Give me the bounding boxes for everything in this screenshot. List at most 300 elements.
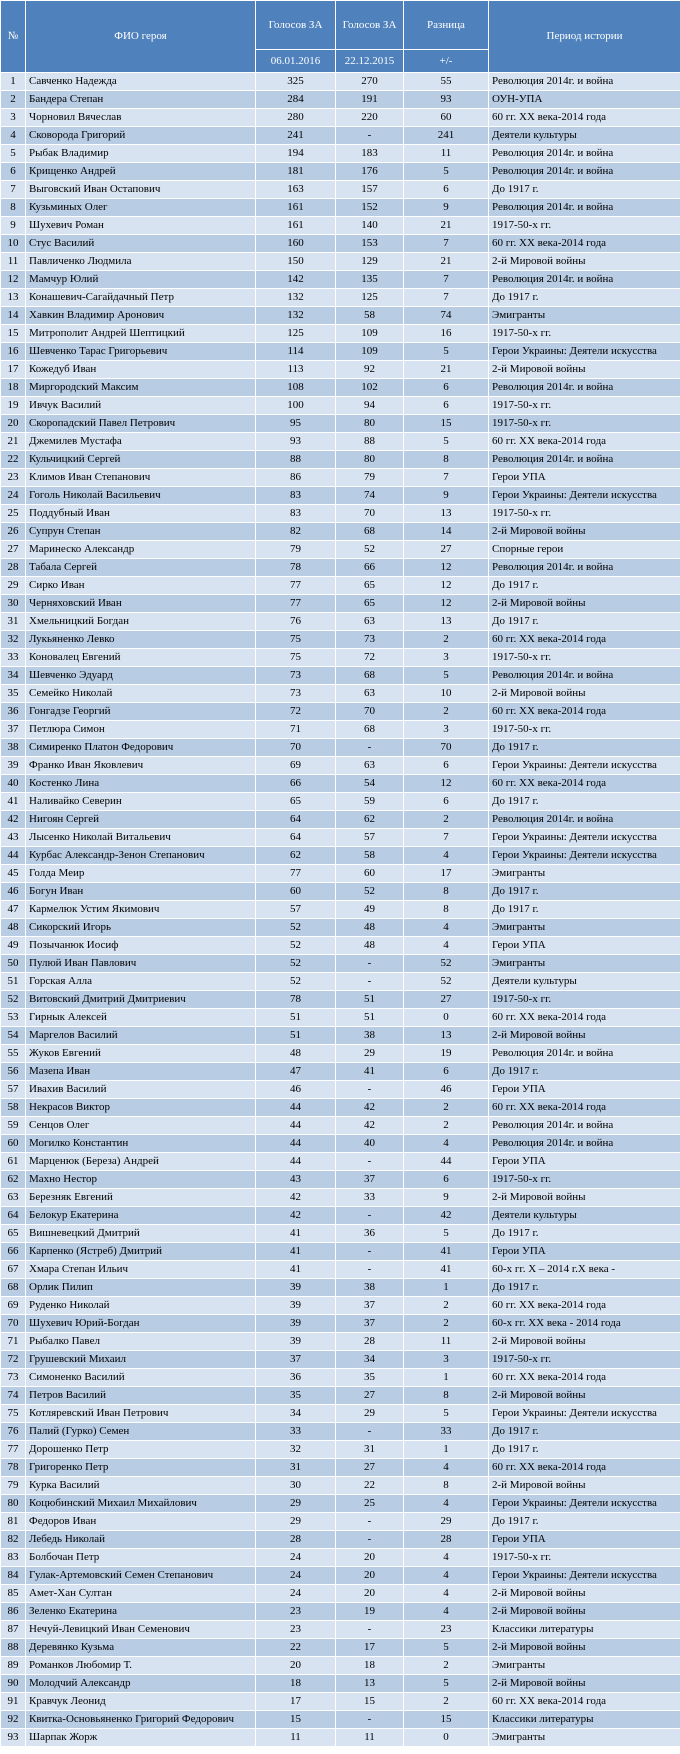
history-period: До 1917 г. [489, 613, 680, 631]
hero-name: Махно Нестор [26, 1171, 256, 1189]
row-number: 16 [1, 343, 26, 361]
table-row [1, 1351, 680, 1369]
votes-current: 113 [256, 361, 336, 379]
table-row [1, 1531, 680, 1549]
votes-difference: 11 [404, 1333, 489, 1351]
row-number: 33 [1, 649, 26, 667]
votes-difference: 42 [404, 1207, 489, 1225]
votes-difference: 2 [404, 1297, 489, 1315]
votes-difference: 5 [404, 1405, 489, 1423]
votes-difference: 5 [404, 1675, 489, 1693]
history-period: Герои УПА [489, 937, 680, 955]
hero-name: Могилко Константин [26, 1135, 256, 1153]
votes-previous: - [336, 1153, 404, 1171]
hero-name: Шухевич Юрий-Богдан [26, 1315, 256, 1333]
row-number: 74 [1, 1387, 26, 1405]
votes-current: 20 [256, 1657, 336, 1675]
votes-previous: 129 [336, 253, 404, 271]
votes-difference: 6 [404, 1171, 489, 1189]
row-number: 75 [1, 1405, 26, 1423]
votes-previous: - [336, 973, 404, 991]
votes-difference: 2 [404, 1099, 489, 1117]
votes-current: 86 [256, 469, 336, 487]
votes-current: 71 [256, 721, 336, 739]
votes-current: 41 [256, 1261, 336, 1279]
row-number: 32 [1, 631, 26, 649]
votes-current: 44 [256, 1153, 336, 1171]
table-row [1, 1441, 680, 1459]
hero-name: Квитка-Основьяненко Григорий Федорович [26, 1711, 256, 1729]
history-period: 2-й Мировой войны [489, 685, 680, 703]
votes-current: 41 [256, 1225, 336, 1243]
history-period: 2-й Мировой войны [489, 1333, 680, 1351]
row-number: 6 [1, 163, 26, 181]
table-row [1, 199, 680, 217]
history-period: Герои Украины: Деятели искусства [489, 847, 680, 865]
votes-previous: 65 [336, 595, 404, 613]
votes-previous: 41 [336, 1063, 404, 1081]
row-number: 49 [1, 937, 26, 955]
row-number: 60 [1, 1135, 26, 1153]
table-row [1, 1621, 680, 1639]
votes-difference: 6 [404, 181, 489, 199]
history-period: До 1917 г. [489, 883, 680, 901]
row-number: 5 [1, 145, 26, 163]
votes-difference: 5 [404, 433, 489, 451]
hero-name: Карпенко (Ястреб) Дмитрий [26, 1243, 256, 1261]
votes-current: 163 [256, 181, 336, 199]
votes-previous: 63 [336, 757, 404, 775]
history-period: 60 гг. ХХ века-2014 года [489, 1099, 680, 1117]
votes-previous: 70 [336, 703, 404, 721]
table-row [1, 1711, 680, 1729]
history-period: Герои УПА [489, 1531, 680, 1549]
row-number: 36 [1, 703, 26, 721]
votes-previous: 70 [336, 505, 404, 523]
votes-previous: 48 [336, 919, 404, 937]
votes-difference: 60 [404, 109, 489, 127]
header-votes-2: Голосов ЗА [336, 1, 404, 50]
row-number: 93 [1, 1729, 26, 1747]
votes-previous: 65 [336, 577, 404, 595]
hero-name: Сковорода Григорий [26, 127, 256, 145]
votes-difference: 4 [404, 937, 489, 955]
votes-current: 160 [256, 235, 336, 253]
votes-previous: 28 [336, 1333, 404, 1351]
row-number: 78 [1, 1459, 26, 1477]
history-period: Революция 2014г. и война [489, 379, 680, 397]
header-name: ФИО героя [26, 1, 256, 73]
hero-name: Деревянко Кузьма [26, 1639, 256, 1657]
votes-current: 132 [256, 289, 336, 307]
history-period: Эмигранты [489, 865, 680, 883]
votes-difference: 4 [404, 1459, 489, 1477]
history-period: Эмигранты [489, 955, 680, 973]
row-number: 44 [1, 847, 26, 865]
hero-name: Орлик Пилип [26, 1279, 256, 1297]
votes-current: 23 [256, 1603, 336, 1621]
history-period: До 1917 г. [489, 1513, 680, 1531]
history-period: Герои Украины: Деятели искусства [489, 829, 680, 847]
hero-name: Сикорский Игорь [26, 919, 256, 937]
votes-current: 76 [256, 613, 336, 631]
header-diff: Разница [404, 1, 489, 50]
votes-previous: - [336, 1531, 404, 1549]
history-period: Эмигранты [489, 1729, 680, 1747]
hero-name: Крищенко Андрей [26, 163, 256, 181]
history-period: 2-й Мировой войны [489, 523, 680, 541]
table-row [1, 1567, 680, 1585]
table-row [1, 1225, 680, 1243]
row-number: 14 [1, 307, 26, 325]
row-number: 71 [1, 1333, 26, 1351]
table-row [1, 631, 680, 649]
row-number: 17 [1, 361, 26, 379]
votes-difference: 2 [404, 1315, 489, 1333]
table-row [1, 1729, 680, 1747]
table-row [1, 415, 680, 433]
votes-difference: 28 [404, 1531, 489, 1549]
table-row [1, 1693, 680, 1711]
table-row [1, 1135, 680, 1153]
history-period: Герои УПА [489, 469, 680, 487]
history-period: Герои Украины: Деятели искусства [489, 343, 680, 361]
table-row [1, 613, 680, 631]
history-period: 2-й Мировой войны [489, 1189, 680, 1207]
history-period: 60 гг. ХХ века-2014 года [489, 1369, 680, 1387]
row-number: 67 [1, 1261, 26, 1279]
votes-current: 39 [256, 1315, 336, 1333]
row-number: 7 [1, 181, 26, 199]
history-period: До 1917 г. [489, 1279, 680, 1297]
table-row [1, 721, 680, 739]
votes-current: 114 [256, 343, 336, 361]
votes-difference: 7 [404, 289, 489, 307]
votes-current: 24 [256, 1549, 336, 1567]
votes-difference: 29 [404, 1513, 489, 1531]
table-row [1, 127, 680, 145]
history-period: 60 гг. ХХ века-2014 года [489, 109, 680, 127]
history-period: 1917-50-х гг. [489, 1171, 680, 1189]
table-row [1, 1549, 680, 1567]
votes-current: 52 [256, 955, 336, 973]
votes-current: 11 [256, 1729, 336, 1747]
votes-current: 284 [256, 91, 336, 109]
votes-difference: 12 [404, 775, 489, 793]
row-number: 61 [1, 1153, 26, 1171]
votes-difference: 8 [404, 451, 489, 469]
header-date-2: 22.12.2015 [336, 50, 404, 73]
table-row [1, 235, 680, 253]
votes-difference: 74 [404, 307, 489, 325]
votes-current: 18 [256, 1675, 336, 1693]
votes-difference: 1 [404, 1279, 489, 1297]
table-row [1, 883, 680, 901]
votes-difference: 52 [404, 973, 489, 991]
hero-name: Коновалец Евгений [26, 649, 256, 667]
votes-difference: 27 [404, 541, 489, 559]
votes-difference: 19 [404, 1045, 489, 1063]
hero-name: Чорновил Вячеслав [26, 109, 256, 127]
history-period: До 1917 г. [489, 1063, 680, 1081]
row-number: 84 [1, 1567, 26, 1585]
votes-difference: 4 [404, 919, 489, 937]
votes-current: 72 [256, 703, 336, 721]
votes-current: 132 [256, 307, 336, 325]
votes-current: 65 [256, 793, 336, 811]
table-row [1, 1603, 680, 1621]
votes-difference: 21 [404, 361, 489, 379]
votes-current: 64 [256, 811, 336, 829]
history-period: Революция 2014г. и война [489, 667, 680, 685]
table-row [1, 271, 680, 289]
table-row [1, 1333, 680, 1351]
row-number: 46 [1, 883, 26, 901]
table-body [1, 73, 680, 1747]
row-number: 92 [1, 1711, 26, 1729]
table-row [1, 703, 680, 721]
votes-previous: 60 [336, 865, 404, 883]
table-row [1, 1315, 680, 1333]
votes-difference: 21 [404, 253, 489, 271]
history-period: Классики литературы [489, 1621, 680, 1639]
hero-name: Выговский Иван Остапович [26, 181, 256, 199]
row-number: 11 [1, 253, 26, 271]
votes-difference: 23 [404, 1621, 489, 1639]
votes-difference: 7 [404, 469, 489, 487]
votes-difference: 4 [404, 1603, 489, 1621]
votes-previous: 58 [336, 847, 404, 865]
history-period: До 1917 г. [489, 577, 680, 595]
votes-previous: 34 [336, 1351, 404, 1369]
table-row [1, 811, 680, 829]
votes-previous: - [336, 955, 404, 973]
history-period: 2-й Мировой войны [489, 1477, 680, 1495]
votes-difference: 13 [404, 613, 489, 631]
votes-current: 57 [256, 901, 336, 919]
row-number: 86 [1, 1603, 26, 1621]
hero-name: Костенко Лина [26, 775, 256, 793]
history-period: Революция 2014г. и война [489, 559, 680, 577]
row-number: 89 [1, 1657, 26, 1675]
row-number: 52 [1, 991, 26, 1009]
history-period: 2-й Мировой войны [489, 1585, 680, 1603]
votes-previous: - [336, 1513, 404, 1531]
votes-difference: 1 [404, 1369, 489, 1387]
votes-previous: 62 [336, 811, 404, 829]
table-row [1, 955, 680, 973]
hero-name: Гоголь Николай Васильевич [26, 487, 256, 505]
hero-name: Григоренко Петр [26, 1459, 256, 1477]
votes-previous: 59 [336, 793, 404, 811]
hero-name: Стус Василий [26, 235, 256, 253]
hero-name: Болбочан Петр [26, 1549, 256, 1567]
table-row [1, 1171, 680, 1189]
votes-difference: 9 [404, 487, 489, 505]
table-row [1, 793, 680, 811]
row-number: 24 [1, 487, 26, 505]
votes-previous: 68 [336, 667, 404, 685]
history-period: Революция 2014г. и война [489, 145, 680, 163]
history-period: 60 гг. ХХ века-2014 года [489, 703, 680, 721]
table-row [1, 667, 680, 685]
table-row [1, 1405, 680, 1423]
votes-previous: 220 [336, 109, 404, 127]
votes-current: 52 [256, 973, 336, 991]
votes-current: 24 [256, 1585, 336, 1603]
votes-difference: 8 [404, 1387, 489, 1405]
row-number: 69 [1, 1297, 26, 1315]
row-number: 2 [1, 91, 26, 109]
table-row [1, 253, 680, 271]
history-period: Классики литературы [489, 1711, 680, 1729]
votes-current: 77 [256, 577, 336, 595]
votes-difference: 4 [404, 1135, 489, 1153]
votes-current: 93 [256, 433, 336, 451]
history-period: До 1917 г. [489, 1225, 680, 1243]
row-number: 19 [1, 397, 26, 415]
row-number: 1 [1, 73, 26, 91]
table-row [1, 919, 680, 937]
hero-name: Конашевич-Сагайдачный Петр [26, 289, 256, 307]
votes-difference: 2 [404, 811, 489, 829]
hero-name: Витовский Дмитрий Дмитриевич [26, 991, 256, 1009]
votes-current: 47 [256, 1063, 336, 1081]
votes-current: 194 [256, 145, 336, 163]
table-row [1, 307, 680, 325]
history-period: 1917-50-х гг. [489, 649, 680, 667]
history-period: Эмигранты [489, 307, 680, 325]
votes-previous: 37 [336, 1297, 404, 1315]
hero-name: Рыбак Владимир [26, 145, 256, 163]
votes-current: 42 [256, 1189, 336, 1207]
history-period: Герои Украины: Деятели искусства [489, 1495, 680, 1513]
votes-previous: - [336, 1711, 404, 1729]
row-number: 91 [1, 1693, 26, 1711]
row-number: 73 [1, 1369, 26, 1387]
table-row [1, 397, 680, 415]
votes-difference: 14 [404, 523, 489, 541]
votes-current: 22 [256, 1639, 336, 1657]
table-row [1, 1009, 680, 1027]
row-number: 80 [1, 1495, 26, 1513]
votes-previous: 48 [336, 937, 404, 955]
hero-name: Сирко Иван [26, 577, 256, 595]
votes-current: 64 [256, 829, 336, 847]
history-period: Революция 2014г. и война [489, 1045, 680, 1063]
row-number: 77 [1, 1441, 26, 1459]
history-period: 60 гг. ХХ века-2014 года [489, 433, 680, 451]
table-row [1, 1639, 680, 1657]
votes-current: 39 [256, 1297, 336, 1315]
table-row [1, 847, 680, 865]
hero-name: Джемилев Мустафа [26, 433, 256, 451]
hero-name: Кузьминых Олег [26, 199, 256, 217]
table-row [1, 1675, 680, 1693]
votes-previous: 102 [336, 379, 404, 397]
votes-difference: 17 [404, 865, 489, 883]
votes-difference: 12 [404, 577, 489, 595]
votes-current: 69 [256, 757, 336, 775]
votes-previous: 36 [336, 1225, 404, 1243]
votes-current: 35 [256, 1387, 336, 1405]
row-number: 66 [1, 1243, 26, 1261]
votes-previous: - [336, 1081, 404, 1099]
hero-name: Белокур Екатерина [26, 1207, 256, 1225]
row-number: 51 [1, 973, 26, 991]
history-period: 60 гг. ХХ века-2014 года [489, 631, 680, 649]
votes-current: 44 [256, 1135, 336, 1153]
votes-difference: 9 [404, 199, 489, 217]
hero-name: Нигоян Сергей [26, 811, 256, 829]
votes-current: 36 [256, 1369, 336, 1387]
votes-previous: 68 [336, 523, 404, 541]
history-period: До 1917 г. [489, 1441, 680, 1459]
history-period: Революция 2014г. и война [489, 1135, 680, 1153]
table-row [1, 1189, 680, 1207]
row-number: 10 [1, 235, 26, 253]
votes-previous: 38 [336, 1027, 404, 1045]
row-number: 70 [1, 1315, 26, 1333]
votes-previous: 27 [336, 1387, 404, 1405]
history-period: 1917-50-х гг. [489, 1351, 680, 1369]
votes-previous: 20 [336, 1567, 404, 1585]
history-period: Герои Украины: Деятели искусства [489, 757, 680, 775]
hero-name: Позычанюк Иосиф [26, 937, 256, 955]
table-row [1, 901, 680, 919]
row-number: 57 [1, 1081, 26, 1099]
hero-name: Хмельницкий Богдан [26, 613, 256, 631]
votes-previous: 20 [336, 1585, 404, 1603]
votes-current: 29 [256, 1495, 336, 1513]
hero-name: Зеленко Екатерина [26, 1603, 256, 1621]
votes-current: 46 [256, 1081, 336, 1099]
history-period: Герои Украины: Деятели искусства [489, 487, 680, 505]
row-number: 68 [1, 1279, 26, 1297]
row-number: 31 [1, 613, 26, 631]
votes-current: 241 [256, 127, 336, 145]
votes-difference: 2 [404, 1657, 489, 1675]
votes-current: 75 [256, 631, 336, 649]
history-period: Герои УПА [489, 1153, 680, 1171]
votes-difference: 7 [404, 271, 489, 289]
history-period: 1917-50-х гг. [489, 721, 680, 739]
votes-previous: - [336, 1423, 404, 1441]
hero-name: Курбас Александр-Зенон Степанович [26, 847, 256, 865]
hero-name: Хмара Степан Ильич [26, 1261, 256, 1279]
table-row [1, 1585, 680, 1603]
votes-difference: 15 [404, 1711, 489, 1729]
votes-previous: 31 [336, 1441, 404, 1459]
row-number: 20 [1, 415, 26, 433]
votes-previous: 63 [336, 685, 404, 703]
history-period: ОУН-УПА [489, 91, 680, 109]
hero-name: Черняховский Иван [26, 595, 256, 613]
votes-current: 33 [256, 1423, 336, 1441]
votes-current: 73 [256, 685, 336, 703]
votes-current: 39 [256, 1279, 336, 1297]
history-period: 60-х гг. ХХ века - 2014 года [489, 1315, 680, 1333]
table-row [1, 649, 680, 667]
table-row [1, 1495, 680, 1513]
votes-difference: 4 [404, 1585, 489, 1603]
table-row [1, 1099, 680, 1117]
votes-current: 42 [256, 1207, 336, 1225]
votes-current: 125 [256, 325, 336, 343]
hero-name: Шарпак Жорж [26, 1729, 256, 1747]
hero-name: Шевченко Тарас Григорьевич [26, 343, 256, 361]
table-row [1, 1459, 680, 1477]
